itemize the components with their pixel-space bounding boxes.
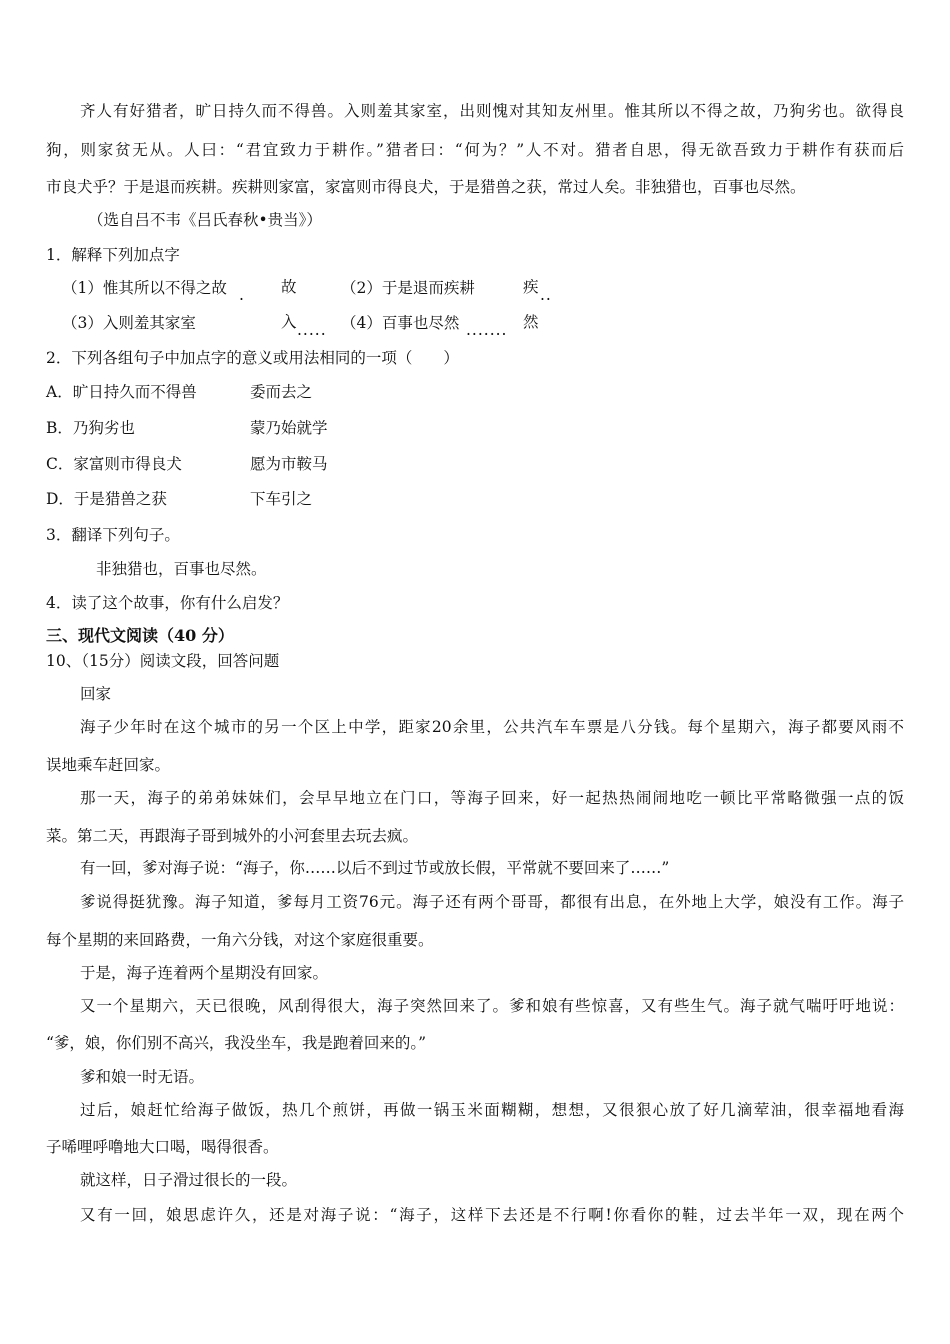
story-line-8: 于是，海子连着两个星期没有回家。: [80, 964, 329, 982]
passage-line-3: 市良犬乎？于是退而疾耕。疾耕则家富，家富则市得良犬，于是猎兽之获，常过人矣。非独猎也，百事也尽然。: [46, 178, 806, 196]
q3-title: 3．翻译下列句子。: [46, 526, 180, 544]
q4-title: 4．读了这个故事，你有什么启发？: [46, 594, 289, 612]
q1-item2-emphasis-dots: ..: [540, 286, 552, 304]
q2-option-b: B．乃狗劣也: [46, 419, 135, 437]
story-title: 回家: [80, 685, 112, 703]
q1-item2: （2）于是退而疾耕: [341, 279, 475, 297]
story-line-14: 就这样，日子滑过很长的一段。: [80, 1171, 298, 1189]
q2-option-d: D．于是猎兽之获: [46, 490, 167, 508]
story-line-9: 又一个星期六，天已很晚，风刮得很大，海子突然回来了。爹和娘有些惊喜，又有些生气。海子就气喘吁吁地说：: [80, 997, 904, 1015]
story-line-12: 过后，娘赶忙给海子做饭，热几个煎饼，再做一锅玉米面糊糊，想想，又很狠心放了好几滴荤油，很幸福地看海: [80, 1101, 904, 1119]
story-line-11: 爹和娘一时无语。: [80, 1068, 205, 1086]
q1-item2-char: 疾: [523, 278, 539, 296]
q2-title: 2．下列各组句子中加点字的意义或用法相同的一项（ ）: [46, 349, 459, 367]
q2-option-c-compare: 愿为市鞍马: [250, 455, 328, 473]
q1-item4: （4）百事也尽然: [341, 314, 460, 332]
passage-line-2: 狗，则家贫无从。人曰：“君宜致力于耕作。”猎者曰：“何为？”人不对。猎者自思，得无欲吾致力于耕作有获而后: [46, 141, 904, 159]
q1-item3: （3）入则羞其家室: [62, 314, 196, 332]
q1-item3-emphasis-dots: .....: [297, 321, 327, 339]
story-line-13: 子唏哩呼噜地大口喝，喝得很香。: [46, 1138, 279, 1156]
section-heading: 三、现代文阅读（40 分）: [46, 626, 234, 645]
q2-option-a-compare: 委而去之: [250, 383, 313, 401]
q1-item1-char: 故: [281, 278, 297, 296]
story-line-10: “爹，娘，你们别不高兴，我没坐车，我是跑着回来的。”: [46, 1034, 427, 1052]
q1-item4-char: 然: [523, 313, 539, 331]
story-line-2: 误地乘车赶回家。: [46, 756, 171, 774]
passage-source: （选自吕不韦《吕氏春秋•贵当》）: [88, 211, 322, 229]
story-line-3: 那一天，海子的弟弟妹妹们，会早早地立在门口，等海子回来，好一起热热闹闹地吃一顿比平常略微强一点的饭: [80, 789, 904, 807]
story-line-4: 菜。第二天，再跟海子哥到城外的小河套里去玩去疯。: [46, 827, 419, 845]
story-line-1: 海子少年时在这个城市的另一个区上中学，距家20余里，公共汽车车票是八分钱。每个星期六，海子都要风雨不: [80, 718, 904, 736]
passage-line-1: 齐人有好猎者，旷日持久而不得兽。入则羞其家室，出则愧对其知友州里。惟其所以不得之故，乃狗劣也。欲得良: [80, 102, 904, 120]
q1-title: 1．解释下列加点字: [46, 246, 180, 264]
q3-sentence: 非独猎也，百事也尽然。: [96, 560, 267, 578]
q10-prompt: 10、（15分）阅读文段，回答问题: [46, 652, 280, 670]
q1-item3-char: 入: [281, 313, 297, 331]
story-line-5: 有一回，爹对海子说：“海子，你……以后不到过节或放长假，平常就不要回来了……”: [80, 859, 670, 877]
q2-option-c: C．家富则市得良犬: [46, 455, 182, 473]
q1-item1-emphasis-dot: .: [239, 286, 245, 304]
story-line-15: 又有一回，娘思虑许久，还是对海子说：“海子，这样下去还是不行啊!你看你的鞋，过去半年一双，现在两个: [80, 1206, 904, 1224]
story-line-6: 爹说得挺犹豫。海子知道，爹每月工资76元。海子还有两个哥哥，都很有出息，在外地上大学，娘没有工作。海子: [80, 893, 904, 911]
q2-option-b-compare: 蒙乃始就学: [250, 419, 328, 437]
q2-option-d-compare: 下车引之: [250, 490, 313, 508]
story-line-7: 每个星期的来回路费，一角六分钱，对这个家庭很重要。: [46, 931, 434, 949]
q1-item4-emphasis-dots: .......: [466, 321, 508, 339]
q2-option-a: A．旷日持久而不得兽: [46, 383, 197, 401]
q1-item1: （1）惟其所以不得之故: [62, 279, 227, 297]
